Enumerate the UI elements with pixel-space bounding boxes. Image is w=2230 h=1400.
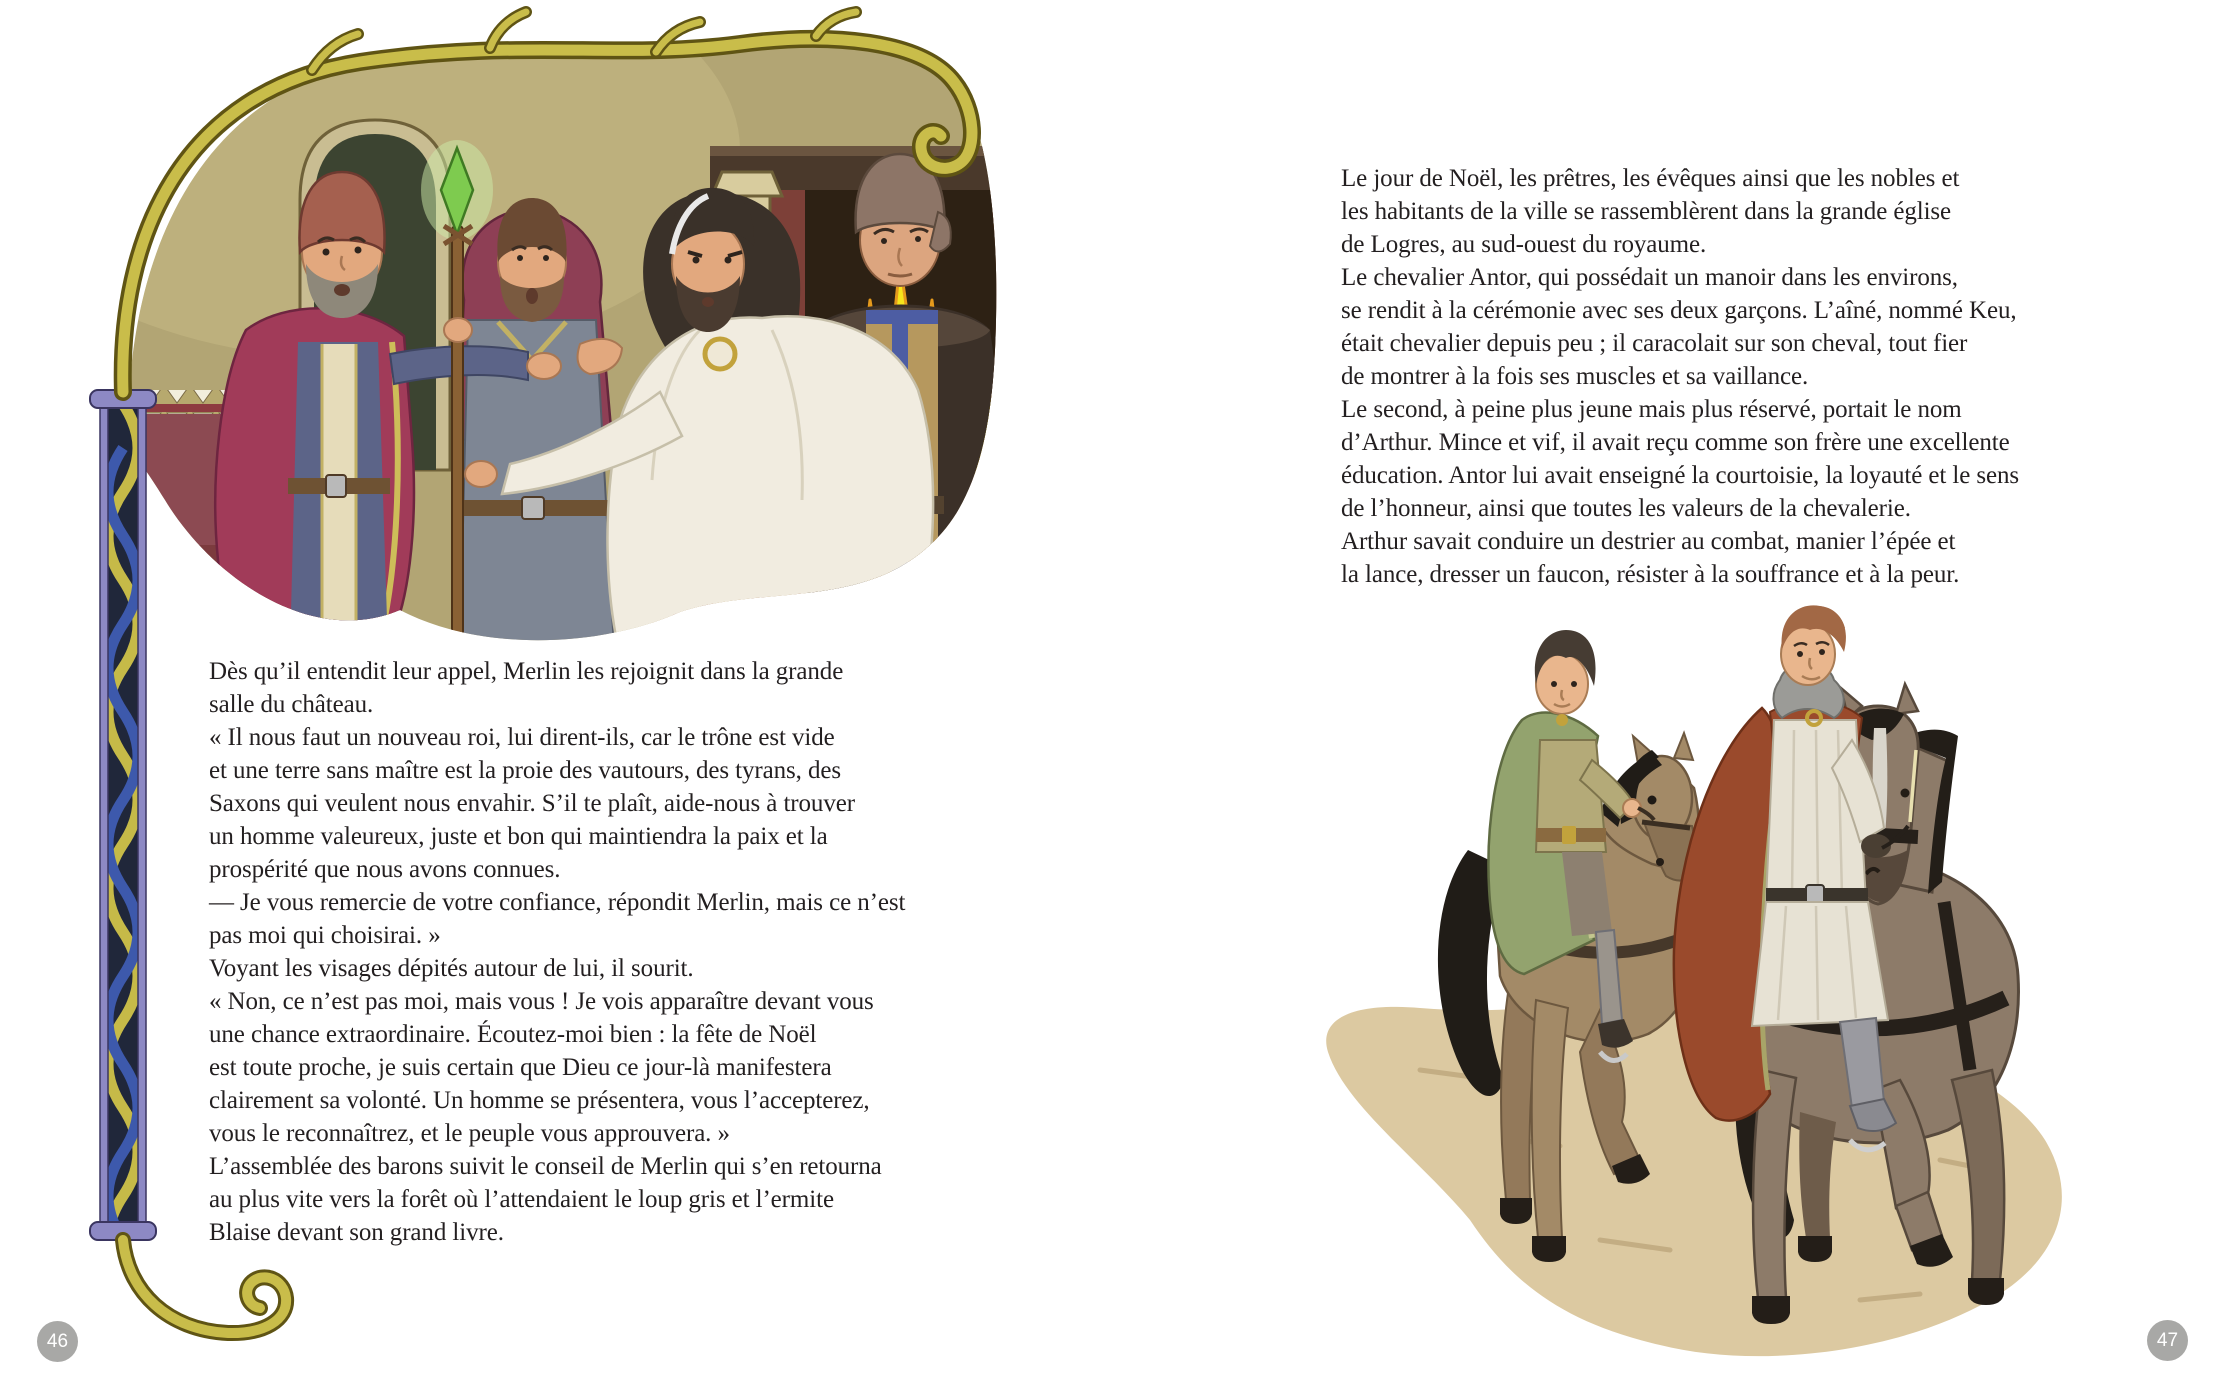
text-line: salle du château. — [209, 691, 374, 718]
figure-baron-staff — [456, 198, 622, 648]
text-line: Blaise devant son grand livre. — [209, 1219, 504, 1246]
castle-scene — [60, 0, 1022, 680]
text-line: « Non, ce n’est pas moi, mais vous ! Je vois apparaître devant vous — [209, 988, 874, 1015]
page-number-left — [37, 1321, 78, 1362]
text-line: d’Arthur. Mince et vif, il avait reçu comme son frère une excellente — [1341, 429, 2010, 456]
text-line: L’assemblée des barons suivit le conseil de Merlin qui s’en retourna — [209, 1153, 882, 1180]
text-line: Le chevalier Antor, qui possédait un manoir dans les environs, — [1341, 264, 1958, 291]
text-line: vous le reconnaîtrez, et le peuple vous approuvera. » — [209, 1120, 730, 1147]
page-number-right — [2147, 1320, 2188, 1361]
text-line: « Il nous faut un nouveau roi, lui dirent-ils, car le trône est vide — [209, 724, 835, 751]
text-line: une chance extraordinaire. Écoutez-moi bien : la fête de Noël — [209, 1021, 817, 1048]
text-line: Le second, à peine plus jeune mais plus réservé, portait le nom — [1341, 396, 1962, 423]
page-number-left-value: 46 — [46, 1330, 69, 1352]
gold-brooch — [705, 339, 735, 369]
text-line: de montrer à la fois ses muscles et sa vaillance. — [1341, 363, 1809, 390]
text-line: les habitants de la ville se rassemblèrent dans la grande église — [1341, 198, 1952, 225]
text-line: Saxons qui veulent nous envahir. S’il te plaît, aide-nous à trouver — [209, 790, 855, 817]
white-cloak — [607, 316, 933, 664]
text-line: éducation. Antor lui avait enseigné la courtoisie, la loyauté et le sens — [1341, 462, 2020, 489]
right-page-illustration — [1300, 600, 2100, 1380]
text-line: un homme valeureux, juste et bon qui maintiendra la paix et la — [209, 823, 828, 850]
text-line: la lance, dresser un faucon, résister à la souffrance et à la peur. — [1341, 561, 1960, 588]
text-line: était chevalier depuis peu ; il caracolait sur son cheval, tout fier — [1341, 330, 1968, 357]
left-page-text — [209, 655, 949, 1249]
text-line: Dès qu’il entendit leur appel, Merlin les rejoignit dans la grande — [209, 658, 844, 685]
text-line: de Logres, au sud-ouest du royaume. — [1341, 231, 1707, 258]
text-line: au plus vite vers la forêt où l’attendaient le loup gris et l’ermite — [209, 1186, 834, 1213]
right-page-text — [1341, 162, 2081, 591]
text-line: Voyant les visages dépités autour de lui, il sourit. — [209, 955, 694, 982]
text-line: Le jour de Noël, les prêtres, les évêques ainsi que les nobles et — [1341, 165, 1960, 192]
text-line: de l’honneur, ainsi que toutes les valeurs de la chevalerie. — [1341, 495, 1911, 522]
text-line: prospérité que nous avons connues. — [209, 856, 561, 883]
page-number-right-value: 47 — [2156, 1329, 2179, 1351]
text-line: Arthur savait conduire un destrier au combat, manier l’épée et — [1341, 528, 1956, 555]
text-line: est toute proche, je suis certain que Dieu ce jour-là manifestera — [209, 1054, 832, 1081]
text-line: clairement sa volonté. Un homme se présentera, vous l’accepterez, — [209, 1087, 870, 1114]
text-line: se rendit à la cérémonie avec ses deux garçons. L’aîné, nommé Keu, — [1341, 297, 2017, 324]
text-line: pas moi qui choisirai. » — [209, 922, 441, 949]
text-line: et une terre sans maître est la proie des vautours, des tyrans, des — [209, 757, 841, 784]
text-line: — Je vous remercie de votre confiance, répondit Merlin, mais ce n’est — [209, 889, 906, 916]
braid-column — [90, 390, 156, 1284]
